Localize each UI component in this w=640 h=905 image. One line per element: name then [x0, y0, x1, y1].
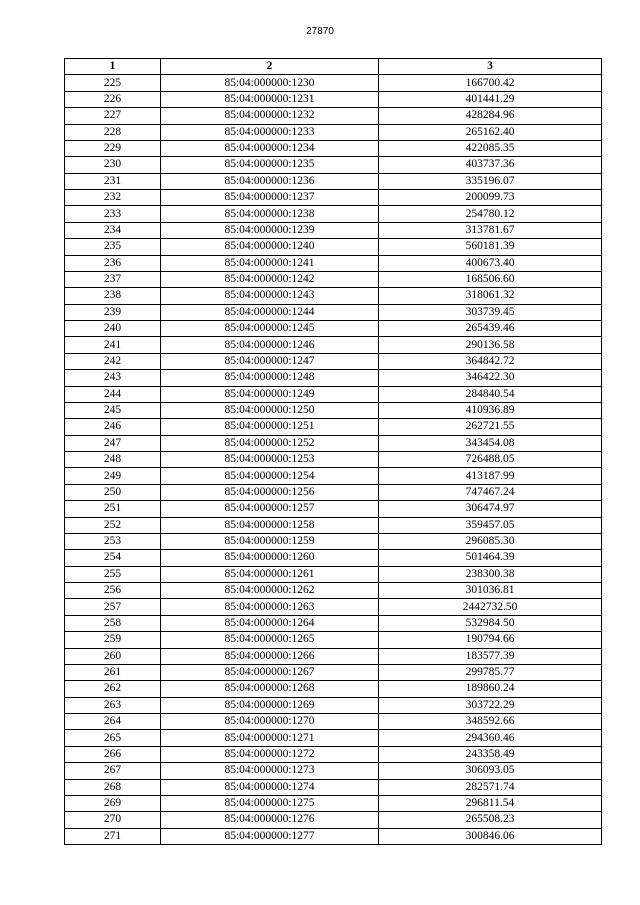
- value-cell: 265162.40: [379, 124, 602, 140]
- row-number-cell: 227: [65, 108, 161, 124]
- row-number-cell: 267: [65, 763, 161, 779]
- value-cell: 2442732.50: [379, 599, 602, 615]
- value-cell: 243358.49: [379, 746, 602, 762]
- row-number-cell: 238: [65, 288, 161, 304]
- row-number-cell: 268: [65, 779, 161, 795]
- row-number-cell: 230: [65, 157, 161, 173]
- cadastral-number-cell: 85:04:000000:1261: [161, 566, 379, 582]
- table-row: [65, 75, 602, 91]
- cadastral-number-cell: 85:04:000000:1275: [161, 795, 379, 811]
- row-number-cell: 235: [65, 239, 161, 255]
- value-cell: 343454.08: [379, 435, 602, 451]
- row-number-cell: 255: [65, 566, 161, 582]
- value-cell: 364842.72: [379, 353, 602, 369]
- table-row: [65, 599, 602, 615]
- cadastral-number-cell: 85:04:000000:1238: [161, 206, 379, 222]
- table-row: [65, 419, 602, 435]
- cadastral-number-cell: 85:04:000000:1244: [161, 304, 379, 320]
- table-row: [65, 714, 602, 730]
- row-number-cell: 231: [65, 173, 161, 189]
- row-number-cell: 245: [65, 402, 161, 418]
- cadastral-number-cell: 85:04:000000:1233: [161, 124, 379, 140]
- value-cell: 560181.39: [379, 239, 602, 255]
- cadastral-number-cell: 85:04:000000:1257: [161, 501, 379, 517]
- table-header: [65, 59, 602, 75]
- table-row: [65, 566, 602, 582]
- value-cell: 296085.30: [379, 533, 602, 549]
- row-number-cell: 226: [65, 91, 161, 107]
- value-cell: 359457.05: [379, 517, 602, 533]
- cadastral-number-cell: 85:04:000000:1276: [161, 812, 379, 828]
- cadastral-number-cell: 85:04:000000:1266: [161, 648, 379, 664]
- cadastral-number-cell: 85:04:000000:1247: [161, 353, 379, 369]
- row-number-cell: 266: [65, 746, 161, 762]
- row-number-cell: 261: [65, 664, 161, 680]
- table-row: [65, 697, 602, 713]
- value-cell: 183577.39: [379, 648, 602, 664]
- value-cell: 168506.60: [379, 271, 602, 287]
- cadastral-number-cell: 85:04:000000:1268: [161, 681, 379, 697]
- cadastral-number-cell: 85:04:000000:1234: [161, 140, 379, 156]
- table-row: [65, 271, 602, 287]
- cadastral-number-cell: 85:04:000000:1260: [161, 550, 379, 566]
- table-row: [65, 795, 602, 811]
- registry-table: [64, 58, 602, 845]
- table-row: [65, 828, 602, 844]
- table-row: [65, 370, 602, 386]
- cadastral-number-cell: 85:04:000000:1239: [161, 222, 379, 238]
- value-cell: 190794.66: [379, 632, 602, 648]
- row-number-cell: 253: [65, 533, 161, 549]
- value-cell: 348592.66: [379, 714, 602, 730]
- table-row: [65, 452, 602, 468]
- table-row: [65, 353, 602, 369]
- row-number-cell: 251: [65, 501, 161, 517]
- table-row: [65, 550, 602, 566]
- value-cell: 265439.46: [379, 321, 602, 337]
- table-row: [65, 91, 602, 107]
- cadastral-number-cell: 85:04:000000:1264: [161, 615, 379, 631]
- header-cell-2: 2: [161, 59, 379, 75]
- value-cell: 284840.54: [379, 386, 602, 402]
- row-number-cell: 262: [65, 681, 161, 697]
- table-row: [65, 435, 602, 451]
- value-cell: 200099.73: [379, 190, 602, 206]
- value-cell: 400673.40: [379, 255, 602, 271]
- table-row: [65, 255, 602, 271]
- value-cell: 747467.24: [379, 484, 602, 500]
- cadastral-number-cell: 85:04:000000:1236: [161, 173, 379, 189]
- header-cell-3: 3: [379, 59, 602, 75]
- row-number-cell: 249: [65, 468, 161, 484]
- value-cell: 254780.12: [379, 206, 602, 222]
- table-row: [65, 533, 602, 549]
- table-row: [65, 583, 602, 599]
- table-row: [65, 337, 602, 353]
- table-row: [65, 402, 602, 418]
- cadastral-number-cell: 85:04:000000:1271: [161, 730, 379, 746]
- table-row: [65, 746, 602, 762]
- page-number: 27870: [306, 26, 334, 37]
- table-row: [65, 664, 602, 680]
- cadastral-number-cell: 85:04:000000:1272: [161, 746, 379, 762]
- cadastral-number-cell: 85:04:000000:1245: [161, 321, 379, 337]
- row-number-cell: 252: [65, 517, 161, 533]
- table-row: [65, 730, 602, 746]
- value-cell: 290136.58: [379, 337, 602, 353]
- value-cell: 313781.67: [379, 222, 602, 238]
- table-row: [65, 288, 602, 304]
- table-row: [65, 321, 602, 337]
- header-cell-1: 1: [65, 59, 161, 75]
- row-number-cell: 264: [65, 714, 161, 730]
- row-number-cell: 242: [65, 353, 161, 369]
- row-number-cell: 246: [65, 419, 161, 435]
- table-row: [65, 615, 602, 631]
- cadastral-number-cell: 85:04:000000:1273: [161, 763, 379, 779]
- row-number-cell: 260: [65, 648, 161, 664]
- value-cell: 501464.39: [379, 550, 602, 566]
- cadastral-number-cell: 85:04:000000:1262: [161, 583, 379, 599]
- cadastral-number-cell: 85:04:000000:1267: [161, 664, 379, 680]
- row-number-cell: 269: [65, 795, 161, 811]
- cadastral-number-cell: 85:04:000000:1249: [161, 386, 379, 402]
- table-row: [65, 501, 602, 517]
- cadastral-number-cell: 85:04:000000:1242: [161, 271, 379, 287]
- value-cell: 403737.36: [379, 157, 602, 173]
- row-number-cell: 247: [65, 435, 161, 451]
- cadastral-number-cell: 85:04:000000:1248: [161, 370, 379, 386]
- value-cell: 294360.46: [379, 730, 602, 746]
- value-cell: 306474.97: [379, 501, 602, 517]
- row-number-cell: 232: [65, 190, 161, 206]
- cadastral-number-cell: 85:04:000000:1237: [161, 190, 379, 206]
- row-number-cell: 258: [65, 615, 161, 631]
- row-number-cell: 228: [65, 124, 161, 140]
- row-number-cell: 259: [65, 632, 161, 648]
- cadastral-number-cell: 85:04:000000:1241: [161, 255, 379, 271]
- cadastral-number-cell: 85:04:000000:1231: [161, 91, 379, 107]
- cadastral-number-cell: 85:04:000000:1230: [161, 75, 379, 91]
- value-cell: 726488.05: [379, 452, 602, 468]
- cadastral-number-cell: 85:04:000000:1253: [161, 452, 379, 468]
- cadastral-number-cell: 85:04:000000:1235: [161, 157, 379, 173]
- row-number-cell: 257: [65, 599, 161, 615]
- cadastral-number-cell: 85:04:000000:1243: [161, 288, 379, 304]
- row-number-cell: 237: [65, 271, 161, 287]
- cadastral-number-cell: 85:04:000000:1265: [161, 632, 379, 648]
- table-row: [65, 157, 602, 173]
- cadastral-number-cell: 85:04:000000:1254: [161, 468, 379, 484]
- header-row: [65, 59, 602, 75]
- row-number-cell: 240: [65, 321, 161, 337]
- value-cell: 532984.50: [379, 615, 602, 631]
- table-row: [65, 763, 602, 779]
- cadastral-number-cell: 85:04:000000:1270: [161, 714, 379, 730]
- value-cell: 296811.54: [379, 795, 602, 811]
- table-row: [65, 681, 602, 697]
- table-row: [65, 517, 602, 533]
- row-number-cell: 254: [65, 550, 161, 566]
- table-row: [65, 484, 602, 500]
- row-number-cell: 229: [65, 140, 161, 156]
- row-number-cell: 234: [65, 222, 161, 238]
- value-cell: 282571.74: [379, 779, 602, 795]
- row-number-cell: 236: [65, 255, 161, 271]
- value-cell: 306093.05: [379, 763, 602, 779]
- row-number-cell: 263: [65, 697, 161, 713]
- table-row: [65, 468, 602, 484]
- cadastral-number-cell: 85:04:000000:1277: [161, 828, 379, 844]
- row-number-cell: 256: [65, 583, 161, 599]
- row-number-cell: 225: [65, 75, 161, 91]
- value-cell: 335196.07: [379, 173, 602, 189]
- row-number-cell: 271: [65, 828, 161, 844]
- value-cell: 166700.42: [379, 75, 602, 91]
- value-cell: 422085.35: [379, 140, 602, 156]
- cadastral-number-cell: 85:04:000000:1232: [161, 108, 379, 124]
- row-number-cell: 241: [65, 337, 161, 353]
- cadastral-number-cell: 85:04:000000:1274: [161, 779, 379, 795]
- row-number-cell: 248: [65, 452, 161, 468]
- value-cell: 428284.96: [379, 108, 602, 124]
- cadastral-number-cell: 85:04:000000:1240: [161, 239, 379, 255]
- table-body: [65, 75, 602, 845]
- value-cell: 303722.29: [379, 697, 602, 713]
- value-cell: 410936.89: [379, 402, 602, 418]
- row-number-cell: 233: [65, 206, 161, 222]
- table-row: [65, 206, 602, 222]
- value-cell: 300846.06: [379, 828, 602, 844]
- value-cell: 238300.38: [379, 566, 602, 582]
- value-cell: 262721.55: [379, 419, 602, 435]
- value-cell: 346422.30: [379, 370, 602, 386]
- table-row: [65, 386, 602, 402]
- table-row: [65, 108, 602, 124]
- table-row: [65, 124, 602, 140]
- value-cell: 189860.24: [379, 681, 602, 697]
- value-cell: 299785.77: [379, 664, 602, 680]
- table-row: [65, 632, 602, 648]
- table-row: [65, 304, 602, 320]
- value-cell: 318061.32: [379, 288, 602, 304]
- table-row: [65, 173, 602, 189]
- cadastral-number-cell: 85:04:000000:1256: [161, 484, 379, 500]
- value-cell: 301036.81: [379, 583, 602, 599]
- cadastral-number-cell: 85:04:000000:1263: [161, 599, 379, 615]
- table-row: [65, 812, 602, 828]
- row-number-cell: 243: [65, 370, 161, 386]
- value-cell: 265508.23: [379, 812, 602, 828]
- table-row: [65, 222, 602, 238]
- table-row: [65, 779, 602, 795]
- cadastral-number-cell: 85:04:000000:1252: [161, 435, 379, 451]
- row-number-cell: 239: [65, 304, 161, 320]
- cadastral-number-cell: 85:04:000000:1269: [161, 697, 379, 713]
- cadastral-number-cell: 85:04:000000:1259: [161, 533, 379, 549]
- table-row: [65, 648, 602, 664]
- value-cell: 401441.29: [379, 91, 602, 107]
- row-number-cell: 270: [65, 812, 161, 828]
- cadastral-number-cell: 85:04:000000:1246: [161, 337, 379, 353]
- cadastral-number-cell: 85:04:000000:1250: [161, 402, 379, 418]
- table-row: [65, 239, 602, 255]
- cadastral-number-cell: 85:04:000000:1258: [161, 517, 379, 533]
- row-number-cell: 244: [65, 386, 161, 402]
- table-row: [65, 190, 602, 206]
- cadastral-number-cell: 85:04:000000:1251: [161, 419, 379, 435]
- table-row: [65, 140, 602, 156]
- value-cell: 413187.99: [379, 468, 602, 484]
- row-number-cell: 265: [65, 730, 161, 746]
- value-cell: 303739.45: [379, 304, 602, 320]
- row-number-cell: 250: [65, 484, 161, 500]
